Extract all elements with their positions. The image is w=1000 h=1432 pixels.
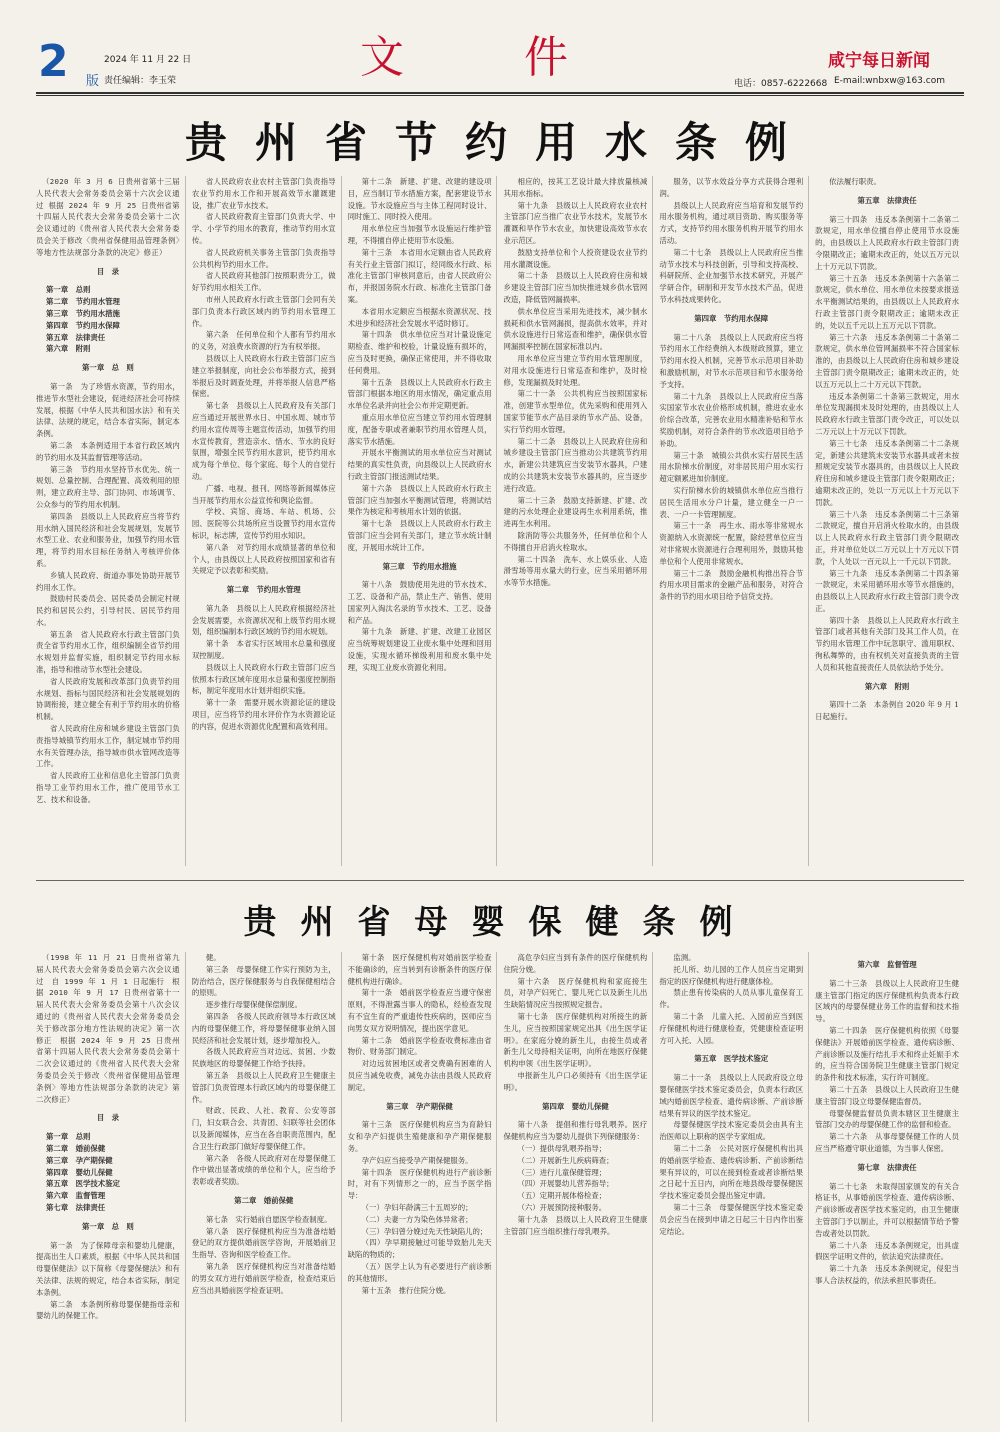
article-paragraph: 第二十四条 洗车、水上娱乐业、人造滑雪场等用水量大的行业，应当采用循环用水等节水措施。 [503,554,648,588]
article-paragraph: 申报新生儿户口必须持有《出生医学证明》。 [503,1070,648,1092]
article-paragraph: （五）医学上认为有必要进行产前诊断的其他情形。 [347,1261,492,1283]
article-paragraph: 第二十二条 公民对医疗保健机构出具的婚前医学检查、遗传病诊断、产前诊断结果有异议的，可以在接到检查或者诊断结果之日起十五日内，向所在地县级母婴保健医学技术鉴定委员会提出鉴定申请。 [659,1143,804,1201]
article-paragraph: 第十七条 县级以上人民政府水行政主管部门应当会同有关部门，建立节水统计制度，开展用水统计工作。 [347,519,492,552]
chapter-heading: 第五章 医学技术鉴定 [694,1054,769,1064]
text-column [815,952,964,1422]
article-divider [36,880,964,881]
page-label: 版 [86,74,100,89]
article-paragraph: 第八条 医疗保健机构应当为准备结婚登记的双方提供婚前医学咨询，开展婚前卫生指导、咨询和医学检查工作。 [191,1226,336,1260]
article-paragraph: 乡镇人民政府、街道办事处协助开展节约用水工作。 [36,570,180,592]
article-paragraph: 第十六条 县级以上人民政府水行政主管部门应当加强水平衡测试管理，将测试结果作为核定和考核用水计划的依据。 [347,483,492,517]
header-rule [36,92,964,94]
article-paragraph: 第一条 为了珍惜水资源，节约用水，推进节水型社会建设，促进经济社会可持续发展，根据《中华人民共和国水法》和有关法律、法规的规定，结合本省实际，制定本条例。 [36,381,180,439]
article-paragraph: 第二十六条 从事母婴保健工作的人员应当严格遵守职业道德，为当事人保密。 [815,1132,959,1153]
article-paragraph: 第十三条 医疗保健机构应当为育龄妇女和孕产妇提供生殖健康和孕产期保健服务。 [347,1120,492,1153]
chapter-heading: 第四章 节约用水保障 [694,313,769,323]
article-paragraph: 省人民政府农业农村主管部门负责指导农业节约用水工作和开展高效节水灌溉建设，推广农业节水技术。 [191,177,336,210]
article-paragraph: 第二十七条 县级以上人民政府应当推动节水技术与科技创新，引导和支持高校、科研院所、企业加强节水技术研究，开展产学研合作，研制和开发节水技术产品，促进节水科技成果转化。 [659,247,804,304]
article-paragraph: 省人民政府工业和信息化主管部门负责指导工业节约用水工作，推广使用节水工艺、技术和设备。 [36,771,180,804]
article-paragraph: （一）提供母乳喂养指导； [517,1143,607,1153]
article-paragraph: 省人民政府住房和城乡建设主管部门负责指导城镇节约用水工作，制定城市节约用水有关管理办法，指导城市供水管网改造等工作。 [36,724,180,769]
article-paragraph: 第十二条 婚前医学检查收费标准由省物价、财务部门制定。 [347,1035,492,1057]
article-paragraph: 用水单位应当加强节水设施运行维护管理，不得擅自停止使用节水设施。 [347,224,492,245]
article-paragraph: 第八条 对节约用水成绩显著的单位和个人，由县级以上人民政府按照国家和省有关规定予以表彰和奖励。 [191,542,336,576]
article-paragraph: 第四十条 县级以上人民政府水行政主管部门或者其他有关部门及其工作人员，在节约用水管理工作中玩忽职守、滥用职权、徇私舞弊的，由有权机关对直接负责的主管人员和其他直接责任人员依法给予处分。 [815,615,959,672]
article-paragraph: （四）孕早期接触过可能导致胎儿先天缺陷的物质的； [347,1238,492,1260]
article-paragraph: 第十条 医疗保健机构对婚前医学检查不能确诊的，应当转到有诊断条件的医疗保健机构进行确诊。 [347,953,492,986]
article-paragraph: 市州人民政府水行政主管部门会同有关部门负责本行政区域内的节约用水管理工作。 [191,294,336,328]
article-paragraph: 鼓励支持单位和个人投资建设农业节约用水灌溉设施。 [503,247,648,269]
article-paragraph: 第三十一条 再生水、雨水等非常规水资源纳入水资源统一配置，除经营单位应当对非常规水资源进行合理利用外，鼓励其他单位和个人使用非常规水。 [659,521,804,566]
article-title-maternal: 贵州省母婴保健条例 [243,902,757,941]
article-body-maternal [36,952,964,1422]
article-paragraph: 第九条 县级以上人民政府根据经济社会发展需要，水资源状况和上级节约用水规划，组织编制本行政区域的节约用水规划。 [191,603,336,637]
toc-entry: 第四章 节约用水保障 [46,320,120,330]
article-paragraph: 第十七条 医疗保健机构对所接生的新生儿，应当按照国家规定出具《出生医学证明》。在家庭分娩的新生儿，由接生员或者新生儿父母持相关证明，向所在地医疗保健机构申领《出生医学证明》。 [503,1011,648,1069]
article-paragraph: 第六条 各级人民政府对在母婴保健工作中做出显著成绩的单位和个人，应当给予表彰或者奖励。 [191,1153,336,1187]
article-paragraph: 第三条 母婴保健工作实行预防为主，防治结合，医疗保健服务与自我保健相结合的原则。 [191,964,336,998]
chapter-heading: 第二章 节约用水管理 [226,585,301,595]
article-paragraph: 违反本条例第二十条第三款规定，用水单位发现漏损未及时处理的，由县级以上人民政府水行政主管部门责令改正，可以处以二万元以上十万元以下罚款。 [815,391,959,436]
publication-date: 2024 年 11 月 22 日 [104,55,192,65]
article-paragraph: 用水单位应当建立节约用水管理制度，对用水设施进行日常巡查和维护，及时检修，发现漏损及时处理。 [503,353,648,387]
article-paragraph: 孕产妇应当接受孕产期保健服务。 [361,1155,473,1165]
article-paragraph: 第七条 实行婚前自愿医学检查制度。 [205,1214,332,1224]
toc-entry: 第四章 婴幼儿保健 [46,1167,113,1177]
article-paragraph: 各级人民政府应当对边远、贫困、少数民族地区的母婴保健工作给予扶持。 [191,1047,336,1069]
toc-entry: 第一章 总则 [46,1132,91,1142]
text-column [192,952,342,1422]
article-paragraph: 第二条 本条例所称母婴保健指母亲和婴幼儿的保健工作。 [36,1299,180,1321]
chapter-heading: 目 录 [96,266,119,276]
article-paragraph: （三）孕妇曾分娩过先天性缺陷儿的； [361,1226,488,1236]
toc-entry: 第一章 总则 [46,285,91,295]
article-paragraph: 第二条 本条例适用于本省行政区域内的节约用水及其监督管理等活动。 [36,440,180,462]
editor-credit: 责任编辑：李玉荣 [104,76,177,86]
chapter-heading: 第二章 婚前保健 [234,1195,294,1205]
article-paragraph: 高危孕妇应当到有条件的医疗保健机构住院分娩。 [503,953,648,974]
toc-entry: 第六章 监督管理 [46,1191,106,1201]
chapter-heading: 目 录 [96,1113,119,1123]
article-paragraph: 第三十七条 违反本条例第二十二条规定，新建公共建筑未安装节水器具或者未按照规定安装节水器具的，由县级以上人民政府住房和城乡建设主管部门责令限期改正；逾期未改正的，处以一万元以上十万元以下罚款。 [815,438,959,507]
article-paragraph: 省人民政府教育主管部门负责大学、中学、小学节约用水的教育，推动节约用水宣传。 [191,212,336,245]
toc-entry: 第二章 婚前保健 [46,1143,106,1153]
article-paragraph: 依法履行职责。 [829,177,881,186]
article-paragraph: 第三条 节约用水坚持节水优先、统一规划、总量控制、合理配置、高效利用的原则，建立政府主导、部门协同、市场调节、公众参与的节约用水机制。 [36,464,180,509]
article-paragraph: 第二十四条 医疗保健机构依照《母婴保健法》开展婚前医学检查、遗传病诊断、产前诊断以及施行结扎手术和终止妊娠手术的，应当符合国务院卫生健康主管部门规定的条件和技术标准，实行许可制度。 [815,1025,959,1083]
text-column [503,952,653,1422]
article-paragraph: 县级以上人民政府水行政主管部门应当依照本行政区域年度用水总量和强度控制指标，制定年度用水计划并组织实施。 [191,662,336,696]
article-paragraph: 第二十一条 县级以上人民政府设立母婴保健医学技术鉴定委员会，负责本行政区域内婚前医学检查、遗传病诊断、产前诊断结果有异议的医学技术鉴定。 [659,1073,804,1118]
article-paragraph: 母婴保健医学技术鉴定委员会由具有主治医师以上职称的医学专家组成。 [659,1120,804,1142]
article-paragraph: 第六条 任何单位和个人都有节约用水的义务，对浪费水资源的行为有权举报。 [191,330,336,352]
article-paragraph: 县级以上人民政府水行政主管部门应当建立举报制度，向社会公布举报方式，接到举报后及时调查处理，并将举报人信息严格保密。 [191,353,336,399]
text-column [192,176,342,866]
paper-name: 咸宁每日新闻 [828,51,930,71]
article-paragraph: （一）孕妇年龄满三十五周岁的； [361,1202,473,1212]
article-paragraph: 第十一条 需要开展水资源论证的建设项目，应当将节约用水评价作为水资源论证的内容，促进水资源优化配置和高效利用。 [191,698,336,731]
text-column [815,176,964,866]
article-paragraph: 省人民政府发展和改革部门负责节约用水规划、指标与国民经济和社会发展规划的协调衔接，建立健全有利于节约用水的价格机制。 [36,676,180,722]
article-paragraph: 第十八条 鼓励使用先进的节水技术、工艺、设备和产品，禁止生产、销售、使用国家列入淘汰名录的节水技术、工艺、设备和产品。 [347,580,492,625]
article-body-water [36,176,964,866]
toc-entry: 第七章 法律责任 [46,1202,106,1212]
article-paragraph: 第十四条 医疗保健机构进行产前诊断时，对有下列情形之一的，应当予医学指导： [347,1167,492,1201]
toc-entry: 第五章 医学技术鉴定 [46,1179,120,1189]
article-paragraph: 第二十九条 违反本条例规定，侵犯当事人合法权益的，依法承担民事责任。 [815,1264,959,1285]
article-paragraph: 第二十五条 县级以上人民政府卫生健康主管部门设立母婴保健监督员。 [815,1084,959,1106]
article-paragraph: 第十八条 提倡和推行母乳喂养。医疗保健机构应当为婴幼儿提供下列保健服务： [503,1120,648,1142]
article-paragraph: （六）开展预防接种服务。 [517,1202,607,1212]
article-paragraph: 第三十六条 违反本条例第二十条第二款规定，供水单位管网漏损率不符合国家标准的，由县级以上人民政府住房和城乡建设主管部门责令限期改正；逾期未改正的，处以五万元以上二十万元以下罚款。 [815,332,959,389]
page-number: 2 [38,36,69,87]
article-paragraph: 实行阶梯水价的城镇供水单位应当推行居民生活用水分户计量，建立健全一户一表、一户一卡管理制度。 [659,485,804,519]
header-rule-thin [36,95,964,96]
article-paragraph: 服务，以节水效益分享方式获得合理利润。 [659,177,804,198]
toc-entry: 第五章 法律责任 [46,332,106,342]
revision-note: （1998 年 11 月 21 日贵州省第九届人民代表大会常务委员会第六次会议通过 自 1999 年 1 月 1 日起施行 根据 2010 年 9 月 17 日贵州省第十一届人民代表大会常务委员会第十八次会议通过的《贵州省人民代表大会常务委员会关于修改部分地方性法规的决定》第一次修正 根据 2024 年 9 月 25 日贵州省第十四届人民代表大会常务委员会第十二次会议通过的《贵州省人民代表大会常务委员会关于修改〈贵州省保健用品管理条例〉等地方性法规部分条款的决定》第二次修正） [36,953,180,1104]
article-paragraph: 第二十一条 公共机构应当按照国家标准，创建节水型单位，优先采购和使用列入国家节能节水产品目录的节水产品、设备，实行节约用水管理。 [503,389,648,434]
toc-entry: 第三章 节约用水措施 [46,308,120,318]
article-paragraph: 省人民政府机关事务主管部门负责指导公共机构节约用水工作。 [191,247,336,269]
article-paragraph: 重点用水单位应当建立节约用水管理制度，配备专职或者兼职节约用水管理人员，落实节水措施。 [347,412,492,446]
article-paragraph: 财政、民政、人社、教育、公安等部门，妇女联合会、共青团、妇联等社会团体以及新闻媒体，应当在各自职责范围内，配合卫生行政部门做好母婴保健工作。 [191,1106,336,1151]
article-paragraph: 第二十八条 违反本条例规定，出具虚假医学证明文件的，依法追究法律责任。 [815,1240,959,1262]
article-paragraph: 第一条 为了保障母亲和婴幼儿健康，提高出生人口素质，根据《中华人民共和国母婴保健法》以下简称《母婴保健法》和有关法律、法规的规定，结合本省实际，制定本条例。 [36,1240,180,1297]
article-paragraph: （五）定期开展体格检查； [517,1191,607,1201]
article-paragraph: 母婴保健监督员负责本辖区卫生健康主管部门交办的母婴保健工作的监督和检查。 [815,1108,959,1130]
chapter-heading: 第五章 法律责任 [857,195,917,205]
toc-entry: 第六章 附则 [46,344,91,354]
toc-entry: 第二章 节约用水管理 [46,297,120,307]
article-paragraph: 第三十五条 违反本条例第十六条第二款规定，供水单位、用水单位未按要求报送水平衡测试结果的，由县级以上人民政府水行政主管部门责令限期改正；逾期未改正的，处以五千元以上五万元以下罚款。 [815,273,959,330]
chapter-heading: 第四章 婴幼儿保健 [542,1101,609,1111]
article-paragraph: 本省用水定额应当根据水资源状况、技术进步和经济社会发展水平适时修订。 [347,306,492,328]
article-paragraph: 第二十七条 未取得国家颁发的有关合格证书，从事婚前医学检查、遗传病诊断、产前诊断或者医学技术鉴定的，由卫生健康主管部门予以制止，并可以根据情节给予警告或者处以罚款。 [815,1181,959,1238]
article-paragraph: 禁止患有传染病的人员从事儿童保育工作。 [659,988,804,1010]
article-paragraph: 第二十二条 县级以上人民政府住房和城乡建设主管部门应当推动公共建筑节约用水，新建公共建筑应当安装节水器具，户建成的公共建筑未安装节水器具的，应当逐步进行改造。 [503,436,648,493]
article-paragraph: 广播、电视、报刊、网络等新闻媒体应当开展节约用水公益宣传和舆论监督。 [191,483,336,505]
article-paragraph: 第二十三条 县级以上人民政府卫生健康主管部门指定的医疗保健机构负责本行政区域内的母婴保健业务工作的监督和技术指导。 [815,978,959,1024]
text-column [348,952,498,1422]
text-column [659,952,809,1422]
article-paragraph: （四）开展婴幼儿营养指导； [517,1179,614,1189]
article-paragraph: 第十九条 新建、扩建、改建工业园区应当统筹规划建设工业废水集中处理和回用设施，实现水循环梯级利用和废水集中处理，实现工业废水资源化利用。 [347,627,492,672]
article-paragraph: 第三十二条 鼓励金融机构推出符合节约用水项目需求的金融产品和服务，对符合条件的节约用水项目给予信贷支持。 [659,568,804,602]
revision-note: （2020 年 3 月 6 日贵州省第十三届人民代表大会常务委员会第十六次会议通过 根据 2024 年 9 月 25 日贵州省第十四届人民代表大会常务委员会第十二次会议通过的《贵州省人民代表大会常务委员会关于修改〈贵州省保健用品管理条例〉等地方性法规部分条款的决定》修正） [36,177,180,257]
article-paragraph: 第二十八条 县级以上人民政府应当将节约用水工作经费纳入本级财政预算，建立节约用水投入机制，完善节水示范项目补助和激励机制，对节水示范项目和节水服务给予支持。 [659,332,804,389]
article-paragraph: 省人民政府其他部门按照职责分工，做好节约用水相关工作。 [191,271,336,293]
article-paragraph: 第十二条 新建、扩建、改建的建设项目，应当制订节水措施方案，配套建设节水设施。节水设施应当与主体工程同时设计、同时施工、同时投入使用。 [347,177,492,222]
article-paragraph: 第九条 医疗保健机构应当对准备结婚的男女双方进行婚前医学检查，检查结束后应当出具婚前医学检查证明。 [191,1261,336,1295]
article-paragraph: 第四条 县级以上人民政府应当将节约用水纳入国民经济和社会发展规划，发展节水型工业、农业和服务业，加强节约用水管理，将节约用水目标任务纳入考核评价体系。 [36,511,180,568]
article-paragraph: 第二十条 县级以上人民政府住房和城乡建设主管部门应当加快推进城乡供水管网改造，降低管网漏损率。 [503,271,648,304]
article-paragraph: 第七条 县级以上人民政府及有关部门应当通过开展世界水日、中国水周、城市节约用水宣传周等主题宣传活动，加强节约用水宣传教育，营造亲水、惜水、节水的良好氛围，增强全民节约用水意识，使节约用水成为每个单位、每个家庭、每个人的自觉行动。 [191,401,336,481]
article-paragraph: 第二十三条 鼓励支持新建、扩建、改建的污水处理企业建设再生水利用系统，推进再生水利用。 [503,495,648,529]
article-paragraph: 第三十条 城镇公共供水实行居民生活用水阶梯水价制度，对非居民用户用水实行超定额累进加价制度。 [659,450,804,484]
article-paragraph: 第四条 各级人民政府领导本行政区域内的母婴保健工作，将母婴保健事业纳入国民经济和社会发展计划，逐步增加投入。 [191,1011,336,1045]
chapter-heading: 第六章 附则 [864,681,910,691]
section-title: 文件 [360,32,688,83]
article-paragraph: 第五条 县级以上人民政府卫生健康主管部门负责管理本行政区域内的母婴保健工作。 [191,1070,336,1104]
chapter-heading: 第一章 总 则 [82,363,134,373]
article-paragraph: 第三十八条 违反本条例第二十三条第二款规定，擅自开启消火栓取水的，由县级以上人民政府水行政主管部门责令限期改正，并对单位处以二万元以上十万元以下罚款，个人处以一百元以上一千元以下罚款。 [815,509,959,566]
article-paragraph: 第十五条 县级以上人民政府水行政主管部门根据本地区的用水情况，确定重点用水单位名录并向社会公布并定期更新。 [347,377,492,411]
toc-entry: 第三章 孕产期保健 [46,1155,113,1165]
article-paragraph: （三）进行儿童保健管理； [517,1167,607,1177]
article-paragraph: 除消防等公共服务外，任何单位和个人不得擅自开启消火栓取水。 [503,530,648,552]
article-paragraph: 第十一条 婚前医学检查应当遵守保密原则，不得泄露当事人的隐私，经检查发现有不宜生育的严重遗传性疾病的，医师应当向男女双方说明情况，提出医学意见。 [347,988,492,1033]
article-paragraph: 托儿所、幼儿园的工作人员应当定期到指定的医疗保健机构进行健康体检。 [659,964,804,986]
article-paragraph: 第十四条 供水单位应当对计量设施定期检查、维护和校验，计量设施有损坏的，应当及时更换，确保正常使用，并不得收取任何费用。 [347,330,492,375]
article-paragraph: 第十九条 县级以上人民政府卫生健康主管部门应当组织推行母乳喂养。 [503,1214,648,1236]
article-paragraph: 第十六条 医疗保健机构和家庭接生员，对孕产妇死亡、婴儿死亡以及新生儿出生缺陷情况应当按照规定报告。 [503,976,648,1010]
article-paragraph: 第三十九条 违反本条例第二十四条第一款规定，未采用循环用水等节水措施的，由县级以上人民政府水行政主管部门责令改正。 [815,568,959,613]
article-paragraph: 健。 [205,953,221,962]
article-paragraph: （二）开展新生儿疾病筛查； [517,1155,614,1165]
chapter-heading: 第三章 孕产期保健 [386,1101,453,1111]
article-title-water: 贵州省节约用水条例 [184,118,815,167]
article-paragraph: 开展水平衡测试的用水单位应当对测试结果的真实性负责，向县级以上人民政府水行政主管部门报送测试结果。 [347,448,492,481]
article-paragraph: 相应的，按其工艺设计最大排放量核减其用水指标。 [503,177,648,198]
article-paragraph: 第二十条 儿童入托、入园前应当到医疗保健机构进行健康检查，凭健康检查证明方可入托、入园。 [659,1011,804,1045]
article-paragraph: 逐步推行母婴保健保偿制度。 [205,1000,302,1010]
article-paragraph: 第十条 本省实行区域用水总量和强度双控制度。 [191,639,336,661]
text-column [36,176,186,866]
article-paragraph: 第十九条 县级以上人民政府农业农村主管部门应当推广农业节水技术，发展节水灌溉和旱作节水农业，加快建设高效节水农业示范区。 [503,200,648,245]
chapter-heading: 第六章 监督管理 [857,960,917,969]
article-paragraph: 第十五条 推行住院分娩。 [361,1285,451,1295]
text-column [659,176,809,866]
text-column [348,176,498,866]
chapter-heading: 第七章 法律责任 [857,1162,917,1172]
masthead [0,0,1000,96]
article-paragraph: 第三十四条 违反本条例第十二条第二款规定，用水单位擅自停止使用节水设施的，由县级以上人民政府水行政主管部门责令限期改正；逾期未改正的，处以五万元以上十万元以下罚款。 [815,214,959,271]
article-paragraph: 第二十九条 县级以上人民政府应当落实国家节水农业价格形成机制，推进农业水价综合改革，完善农业用水精准补贴和节水奖励机制，对符合条件的节水改造项目给予补助。 [659,391,804,448]
chapter-heading: 第一章 总 则 [82,1221,134,1231]
article-paragraph: 监测。 [673,953,696,962]
phone-number: 电话：0857-6222668 [734,79,828,89]
article-paragraph: 第二十三条 母婴保健医学技术鉴定委员会应当在接到申请之日起三十日内作出鉴定结论。 [659,1202,804,1236]
text-column [36,952,186,1422]
article-paragraph: 供水单位应当采用先进技术，减少制水损耗和供水管网漏损，提高供水效率，并对供水设施进行日常巡查和维护，确保供水管网漏损率控制在国家标准以内。 [503,306,648,352]
email-address: E-mail:wnbxw@163.com [834,76,945,86]
article-paragraph: 第五条 省人民政府水行政主管部门负责全省节约用水工作，组织编制全省节约用水规划并监督实施，组织制定节约用水标准，指导和推动节水型社会建设。 [36,629,180,675]
text-column [503,176,653,866]
chapter-heading: 第三章 节约用水措施 [382,561,457,571]
article-paragraph: 学校、宾馆、商场、车站、机场、公园、医院等公共场所应当设置节约用水宣传标识，标志牌，宣传节约用水知识。 [191,507,336,540]
article-paragraph: 对边远贫困地区或者交费确有困难的人员应当减免收费，减免办法由县级人民政府制定。 [347,1059,492,1092]
article-paragraph: 第十三条 本省用水定额由省人民政府有关行业主管部门拟订，经同级水行政、标准化主管部门审核同意后，由省人民政府公布，并报国务院水行政、标准化主管部门备案。 [347,247,492,304]
article-paragraph: 第四十二条 本条例自 2020 年 9 月 1 日起施行。 [815,700,959,722]
article-paragraph: （二）夫妻一方为染色体异常者； [361,1214,473,1224]
article-paragraph: 鼓励村民委员会、居民委员会制定村规民约和居民公约，引导村民、居民节约用水。 [36,594,180,627]
article-paragraph: 县级以上人民政府应当培育和发展节约用水服务机构，通过项目资助、购买服务等方式，支持节约用水服务机构开展节约用水活动。 [659,200,804,245]
